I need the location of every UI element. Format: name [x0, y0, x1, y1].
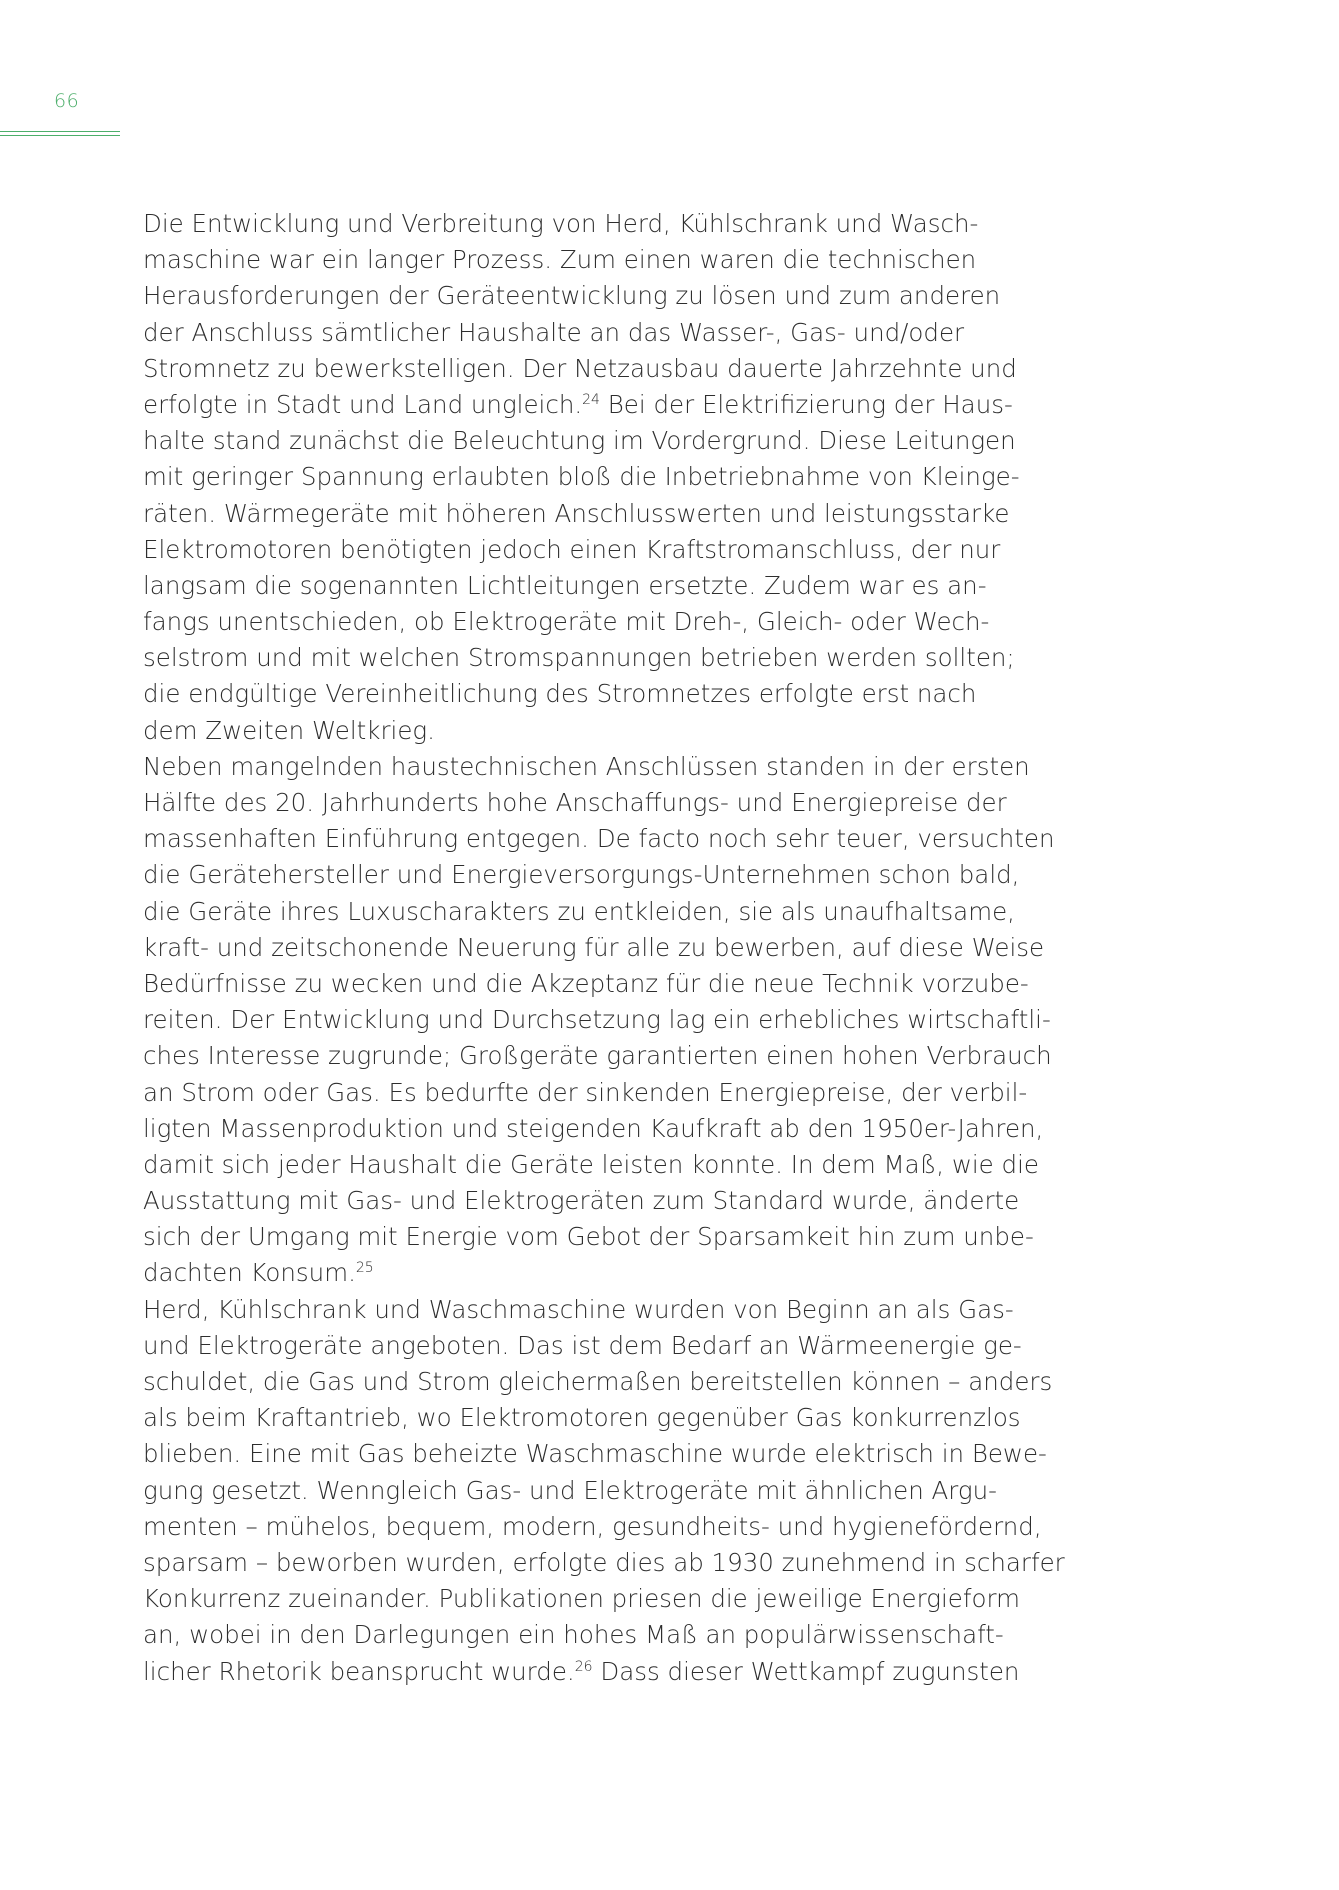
line-text: erfolgte in Stadt und Land ungleich. [143, 389, 583, 419]
page-number: 66 [54, 90, 80, 112]
line-text: ches Interesse zugrunde; Großgeräte garantierten einen hohen Verbrauch [143, 1041, 1052, 1071]
text-line [143, 387, 1043, 423]
line-text: Die Entwicklung und Verbreitung von Herd, Kühlschrank und Wasch- [143, 209, 979, 238]
text-line [143, 1075, 1043, 1111]
line-text-after-note: Bei der Elektrifizierung der Haus- [599, 389, 1013, 419]
line-text: langsam die sogenannten Lichtleitungen ersetzte. Zudem war es an- [143, 570, 987, 600]
line-text: die Geräte ihres Luxuscharakters zu entkleiden, sie als unaufhaltsame, [143, 896, 1015, 926]
line-text: massenhaften Einführung entgegen. De facto noch sehr teuer, versuchten [143, 824, 1055, 854]
text-line [143, 930, 1043, 966]
line-text: an, wobei in den Darlegungen ein hohes Maß an populärwissenschaft- [143, 1620, 1004, 1650]
text-line [143, 821, 1055, 857]
line-text: mit geringer Spannung erlaubten bloß die Inbetriebnahme von Kleinge- [143, 462, 1020, 492]
text-line [143, 278, 1043, 314]
line-text: kraft- und zeitschonende Neuerung für alle zu bewerben, auf diese Weise [143, 932, 1045, 962]
line-text: Neben mangelnden haustechnischen Anschlüssen standen in der ersten [143, 751, 1030, 781]
text-line [143, 206, 1043, 242]
text-line [143, 857, 1043, 893]
text-line [143, 496, 1043, 532]
text-line [143, 1364, 1053, 1400]
line-text: räten. Wärmegeräte mit höheren Anschlusswerten und leistungsstarke [143, 498, 1010, 528]
text-line [143, 604, 1043, 640]
footnote-marker: 24 [582, 391, 600, 408]
text-line [143, 785, 1043, 821]
line-text: der Anschluss sämtlicher Haushalte an das Wasser-, Gas- und/oder [143, 317, 965, 347]
line-text: gung gesetzt. Wenngleich Gas- und Elektrogeräte mit ähnlichen Argu- [143, 1475, 998, 1505]
line-text: reiten. Der Entwicklung und Durchsetzung lag ein erhebliches wirtschaftli- [143, 1005, 1051, 1035]
line-text: fangs unentschieden, ob Elektrogeräte mit Dreh-, Gleich- oder Wech- [143, 607, 990, 637]
text-line [143, 1328, 1043, 1364]
text-line [143, 1111, 1043, 1147]
text-line [143, 1183, 1043, 1219]
text-line [143, 1654, 1043, 1690]
line-text: blieben. Eine mit Gas beheizte Waschmaschine wurde elektrisch in Bewe- [143, 1439, 1047, 1469]
line-text: selstrom und mit welchen Stromspannungen betrieben werden sollten; [143, 643, 1015, 673]
text-line [143, 1509, 1043, 1545]
line-text: maschine war ein langer Prozess. Zum einen waren die technischen [143, 245, 977, 275]
text-line [143, 749, 1043, 785]
text-line [143, 315, 1043, 351]
text-line [143, 1400, 1043, 1436]
text-line [143, 423, 1043, 459]
text-line [143, 1617, 1043, 1653]
text-line [143, 568, 1043, 604]
line-text: die Gerätehersteller und Energieversorgungs-Unternehmen schon bald, [143, 860, 1020, 890]
text-line [143, 1219, 1043, 1255]
line-text: menten – mühelos, bequem, modern, gesundheits- und hygienefördernd, [143, 1511, 1042, 1541]
line-text: halte stand zunächst die Beleuchtung im Vordergrund. Diese Leitungen [143, 426, 1016, 456]
line-text: dem Zweiten Weltkrieg. [143, 715, 435, 745]
line-text: licher Rhetorik beansprucht wurde. [143, 1656, 575, 1686]
line-text: als beim Kraftantrieb, wo Elektromotoren gegenüber Gas konkurrenzlos [143, 1403, 1021, 1433]
text-line [143, 1292, 1043, 1328]
line-text: ligten Massenproduktion und steigenden Kaufkraft ab den 1950er-Jahren, [143, 1113, 1044, 1143]
header-rule-top [0, 131, 120, 132]
text-line [143, 966, 1043, 1002]
text-line [143, 640, 1043, 676]
text-line [143, 1038, 1052, 1074]
line-text: schuldet, die Gas und Strom gleichermaßen bereitstellen können – anders [143, 1367, 1053, 1396]
line-text: Bedürfnisse zu wecken und die Akzeptanz für die neue Technik vorzube- [143, 968, 1029, 998]
line-text: Herausforderungen der Geräteentwicklung zu lösen und zum anderen [143, 281, 1001, 311]
footnote-marker: 26 [574, 1658, 593, 1675]
text-line [143, 532, 1043, 568]
text-line [143, 242, 1043, 278]
line-text: sich der Umgang mit Energie vom Gebot der Sparsamkeit hin zum unbe- [143, 1222, 1034, 1252]
text-line [143, 1147, 1043, 1183]
line-text: und Elektrogeräte angeboten. Das ist dem Bedarf an Wärmeenergie ge- [143, 1330, 1022, 1360]
line-text: die endgültige Vereinheitlichung des Stromnetzes erfolgte erst nach [143, 679, 977, 709]
line-text: Ausstattung mit Gas- und Elektrogeräten zum Standard wurde, änderte [143, 1186, 1020, 1216]
text-line [143, 459, 1043, 495]
header-rule-bottom [0, 135, 120, 136]
text-line [143, 1002, 1051, 1038]
text-line [143, 894, 1043, 930]
text-line [143, 1545, 1065, 1581]
body-text [143, 206, 1065, 1690]
line-text: Herd, Kühlschrank und Waschmaschine wurden von Beginn an als Gas- [143, 1294, 1014, 1324]
text-line [143, 713, 1043, 749]
text-line [143, 351, 1043, 387]
line-text: an Strom oder Gas. Es bedurfte der sinkenden Energiepreise, der verbil- [143, 1077, 1028, 1107]
text-line [143, 1473, 1043, 1509]
line-text: Hälfte des 20. Jahrhunderts hohe Anschaffungs- und Energiepreise der [143, 788, 1007, 817]
footnote-marker: 25 [355, 1260, 374, 1277]
line-text-after-note: Dass dieser Wettkampf zugunsten [592, 1656, 1020, 1686]
text-line [143, 1255, 1043, 1291]
line-text: dachten Konsum. [143, 1258, 356, 1288]
line-text: damit sich jeder Haushalt die Geräte leisten konnte. In dem Maß, wie die [143, 1149, 1039, 1179]
line-text: Stromnetz zu bewerkstelligen. Der Netzausbau dauerte Jahrzehnte und [143, 353, 1017, 383]
text-line [143, 1581, 1043, 1617]
line-text: sparsam – beworben wurden, erfolgte dies ab 1930 zunehmend in scharfer [143, 1547, 1065, 1577]
text-line [143, 1436, 1047, 1472]
line-text: Elektromotoren benötigten jedoch einen Kraftstromanschluss, der nur [143, 534, 1001, 564]
line-text: Konkurrenz zueinander. Publikationen priesen die jeweilige Energieform [143, 1584, 1020, 1614]
text-line [143, 676, 1043, 712]
